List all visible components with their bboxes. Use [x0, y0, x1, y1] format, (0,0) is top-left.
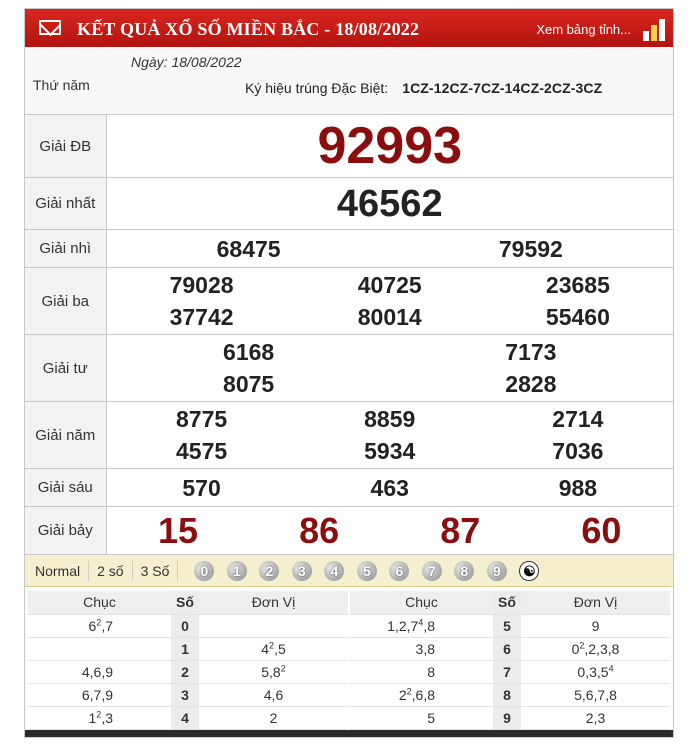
mail-icon: [39, 20, 61, 35]
prize-numbers: [108, 233, 673, 265]
prize-number: 60: [581, 509, 622, 551]
view-province-table-link[interactable]: Xem bảng tỉnh...: [536, 22, 631, 37]
loto-row: [28, 683, 348, 706]
digit-ball-0[interactable]: 0: [194, 561, 214, 581]
loto-chuc: 6,7,9: [28, 683, 171, 706]
prize-number: 8859: [364, 406, 416, 432]
loto-donvi: $4^2,5$: [199, 637, 348, 660]
prize-number: 8075: [223, 371, 275, 397]
loto-table-left: [28, 591, 348, 730]
prize-number: 2714: [552, 406, 604, 432]
loto-chuc: 8: [350, 660, 493, 683]
prize-number: 7036: [552, 438, 604, 464]
header-donvi: Đơn Vị: [199, 591, 348, 614]
prize-numbers: [108, 403, 673, 467]
loto-row: [350, 660, 670, 683]
prize-number: 4575: [175, 438, 228, 464]
loto-chuc: [28, 637, 171, 660]
loto-row: [28, 637, 348, 660]
loto-so: 8: [493, 683, 521, 706]
prize-row-g7: [25, 507, 673, 555]
prize-label: Giải sáu: [25, 469, 106, 507]
prize-number: 55460: [545, 304, 610, 330]
loto-table-right: [350, 591, 670, 730]
prize-number: 37742: [169, 304, 234, 330]
digit-ball-5[interactable]: 5: [357, 561, 377, 581]
loto-row: [28, 660, 348, 683]
digit-ball-9[interactable]: 9: [487, 561, 507, 581]
loto-so: 2: [171, 660, 199, 683]
loto-chuc: $1^2,3$: [28, 706, 171, 729]
loto-so: 1: [171, 637, 199, 660]
prize-row-g3: [25, 268, 673, 335]
loto-donvi: 4,6: [199, 683, 348, 706]
loto-tables: [25, 587, 673, 730]
prize-label: Giải ba: [25, 268, 106, 335]
prize-number: 15: [158, 509, 199, 551]
prize-number: 23685: [545, 272, 610, 298]
draw-date: Ngày: 18/08/2022: [131, 54, 242, 70]
special-prize-number: 92993: [317, 117, 463, 175]
first-prize-number: 46562: [336, 182, 443, 225]
prize-number: 8775: [175, 406, 228, 432]
special-code-value: 1CZ-12CZ-7CZ-14CZ-2CZ-3CZ: [402, 80, 603, 96]
prize-number: 463: [370, 474, 409, 501]
header-chuc: Chục: [350, 591, 493, 614]
option-3-digits[interactable]: 3 Số: [133, 561, 179, 581]
loto-donvi: 5,6,7,8: [521, 683, 670, 706]
weekday: Thứ năm: [33, 77, 90, 93]
loto-donvi: $5,8^2$: [199, 660, 348, 683]
loto-row: [350, 614, 670, 637]
prize-number: 2828: [505, 371, 557, 397]
loto-header-row: [28, 591, 348, 614]
digit-ball-4[interactable]: 4: [324, 561, 344, 581]
panel-title: KẾT QUẢ XỔ SỐ MIỀN BẮC - 18/08/2022: [77, 19, 420, 39]
loto-so: 0: [171, 614, 199, 637]
prize-row-g4: [25, 335, 673, 402]
prize-label: Giải năm: [25, 402, 106, 469]
loto-so: 5: [493, 614, 521, 637]
prize-number: 6168: [223, 339, 275, 365]
digit-ball-2[interactable]: 2: [259, 561, 279, 581]
prize-table: [25, 115, 673, 555]
prize-number: 68475: [216, 235, 281, 262]
panel-header: [25, 9, 673, 47]
prize-number: 40725: [357, 272, 422, 298]
prize-number: 87: [440, 509, 481, 551]
prize-row-g5: [25, 402, 673, 469]
prize-number: 86: [299, 509, 340, 551]
prize-number: 7173: [505, 339, 557, 365]
prize-number: 79592: [498, 235, 563, 262]
prize-label: Giải tư: [25, 335, 106, 402]
digit-ball-7[interactable]: 7: [422, 561, 442, 581]
special-code-label: Ký hiệu trúng Đặc Biệt:: [245, 80, 389, 96]
display-toolbar: [25, 555, 673, 587]
loto-row: [28, 614, 348, 637]
prize-number: 80014: [357, 304, 422, 330]
results-panel: [24, 8, 674, 738]
prize-numbers: [108, 269, 673, 333]
loto-row: [350, 706, 670, 729]
loto-so: 9: [493, 706, 521, 729]
prize-number: 988: [558, 474, 598, 501]
prize-label: Giải nhất: [25, 178, 106, 230]
bottom-bar: [25, 730, 673, 737]
option-normal[interactable]: Normal: [25, 561, 89, 581]
digit-ball-1[interactable]: 1: [227, 561, 247, 581]
loto-so: 6: [493, 637, 521, 660]
prize-numbers: [108, 509, 673, 553]
loto-chuc: $6^2,7$: [28, 614, 171, 637]
loto-donvi: $0^2,2,3,8$: [521, 637, 670, 660]
special-code: [245, 80, 602, 96]
loto-chuc: 5: [350, 706, 493, 729]
prize-numbers: [108, 472, 673, 504]
option-2-digits[interactable]: 2 số: [89, 561, 132, 581]
prize-row-g2: [25, 230, 673, 268]
loto-donvi: [199, 614, 348, 637]
digit-ball-8[interactable]: 8: [454, 561, 474, 581]
prize-label: Giải bảy: [25, 507, 106, 555]
prize-row-g6: [25, 469, 673, 507]
prize-label: Giải nhì: [25, 230, 106, 268]
header-so: Số: [493, 591, 521, 614]
prize-number: 5934: [364, 438, 416, 464]
loto-donvi: 0,3,5$^4$: [521, 660, 670, 683]
header-so: Số: [171, 591, 199, 614]
loto-so: 7: [493, 660, 521, 683]
loto-row: [350, 683, 670, 706]
header-chuc: Chục: [28, 591, 171, 614]
header-donvi: Đơn Vị: [521, 591, 670, 614]
prize-number: 570: [182, 474, 221, 501]
draw-info: [25, 47, 673, 115]
prize-row-g1: [25, 178, 673, 230]
loto-header-row: [350, 591, 670, 614]
loto-so: 3: [171, 683, 199, 706]
loto-donvi: 9: [521, 614, 670, 637]
loto-row: [28, 706, 348, 729]
loto-chuc: 3,8: [350, 637, 493, 660]
loto-donvi: 2: [199, 706, 348, 729]
loto-donvi: 2,3: [521, 706, 670, 729]
prize-numbers: [108, 336, 673, 400]
prize-row-db: [25, 115, 673, 178]
prize-number: 79028: [169, 272, 234, 298]
loto-chuc: 4,6,9: [28, 660, 171, 683]
digit-ball-6[interactable]: 6: [389, 561, 409, 581]
bar-chart-icon[interactable]: [641, 19, 667, 41]
digit-ball-3[interactable]: 3: [292, 561, 312, 581]
prize-label: Giải ĐB: [25, 115, 106, 178]
loto-so: 4: [171, 706, 199, 729]
loto-row: [350, 637, 670, 660]
loto-chuc: $2^2,6,8$: [350, 683, 493, 706]
loto-chuc: 1,2,7$^4$,8: [350, 614, 493, 637]
yin-yang-icon[interactable]: ☯: [519, 561, 539, 581]
digit-filter-balls: [194, 561, 552, 581]
